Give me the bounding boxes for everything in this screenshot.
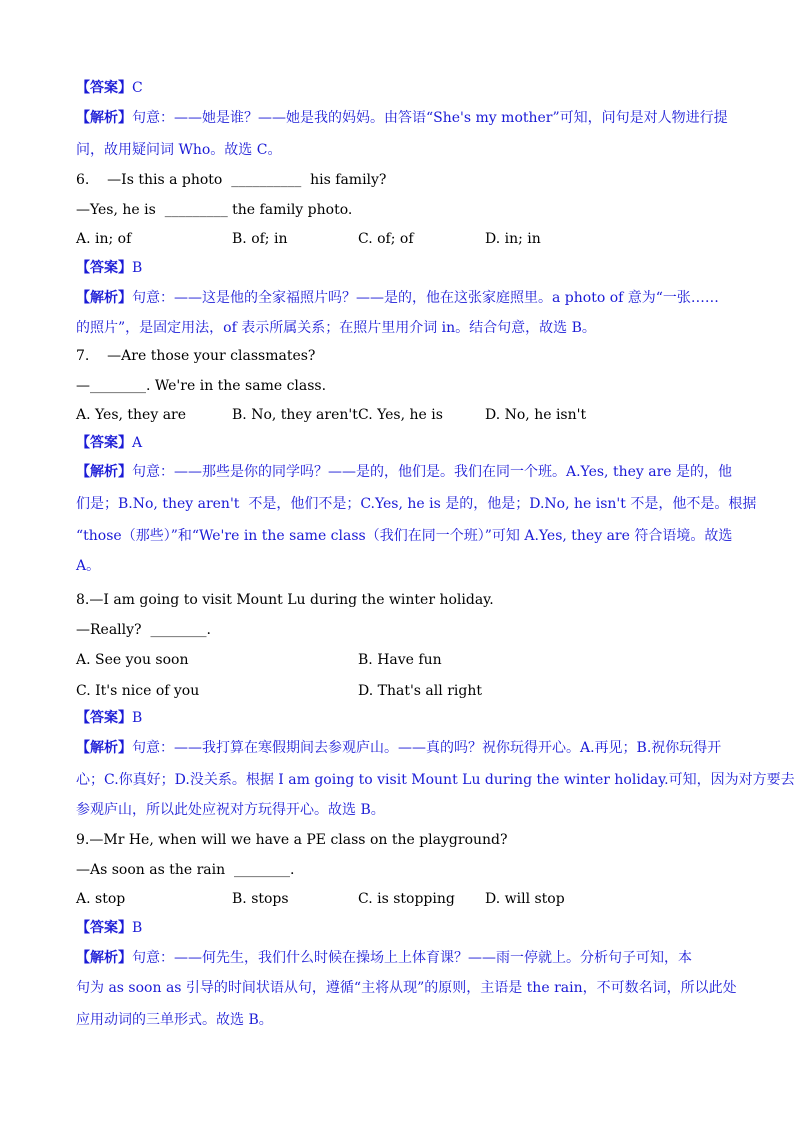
analysis-tag: 【解析】 <box>76 950 132 966</box>
analysis-tag: 【解析】 <box>76 110 132 126</box>
answer-tag: 【答案】 <box>76 435 132 451</box>
analysis-tag: 【解析】 <box>76 290 132 306</box>
answer-tag: 【答案】 <box>76 260 132 276</box>
analysis-text: 心；C.你真好；D.没关系。根据 I am going to visit Mount Lu during the winter holiday.可知，因为对方要去 <box>76 772 795 788</box>
analysis-line <box>76 318 596 338</box>
question-line: —Yes, he is _________ the family photo. <box>76 202 353 218</box>
answer-line <box>76 78 143 98</box>
analysis-text: “those（那些）”和“We're in the same class（我们在同一个班）”可知 A.Yes, they are 符合语境。故选 <box>76 528 733 544</box>
option-item: D. in; in <box>485 231 541 247</box>
answer-line <box>76 708 142 728</box>
option-item: C. Yes, he is <box>358 407 443 423</box>
analysis-line <box>76 108 728 128</box>
option-item: D. will stop <box>485 891 565 907</box>
option-item: A. Yes, they are <box>76 407 187 423</box>
answer-text: B <box>132 920 143 936</box>
analysis-text: 句意：——何先生，我们什么时候在操场上上体育课？——雨一停就上。分析句子可知，本 <box>132 950 692 966</box>
question-line: —________. We're in the same class. <box>76 378 327 394</box>
analysis-line <box>76 800 385 820</box>
answer-line <box>76 433 142 453</box>
analysis-text: A。 <box>76 558 101 574</box>
analysis-line <box>76 462 732 482</box>
analysis-line <box>76 978 737 998</box>
analysis-line <box>76 494 756 514</box>
option-item: A. stop <box>76 891 126 907</box>
option-item: B. stops <box>232 891 289 907</box>
option-item: B. No, they aren't <box>232 407 358 423</box>
question-line: 6. —Is this a photo __________ his family? <box>76 172 387 188</box>
option-item: B. Have fun <box>358 652 442 668</box>
option-item: A. See you soon <box>76 652 189 668</box>
answer-tag: 【答案】 <box>76 710 132 726</box>
question-line: —Really? ________. <box>76 622 211 638</box>
answer-text: A <box>132 435 143 451</box>
answer-tag: 【答案】 <box>76 80 132 96</box>
analysis-line <box>76 948 692 968</box>
analysis-text: 句意：——那些是你的同学吗？——是的，他们是。我们在同一个班。A.Yes, they are 是的，他 <box>132 464 733 480</box>
analysis-line <box>76 288 719 308</box>
analysis-line <box>76 738 721 758</box>
answer-tag: 【答案】 <box>76 920 132 936</box>
option-item: C. of; of <box>358 231 414 247</box>
answer-line <box>76 258 142 278</box>
answer-text: C <box>132 80 143 96</box>
analysis-text: 参观庐山，所以此处应祝对方玩得开心。故选 B。 <box>76 802 385 818</box>
option-item: D. No, he isn't <box>485 407 587 423</box>
option-item: A. in; of <box>76 231 132 247</box>
analysis-line <box>76 770 795 790</box>
analysis-text: 的照片”，是固定用法，of 表示所属关系；在照片里用介词 in。结合句意，故选 B。 <box>76 320 596 336</box>
analysis-tag: 【解析】 <box>76 740 132 756</box>
analysis-text: 句意：——我打算在寒假期间去参观庐山。——真的吗？祝你玩得开心。A.再见；B.祝你玩得开 <box>132 740 722 756</box>
analysis-tag: 【解析】 <box>76 464 132 480</box>
analysis-text: 问，故用疑问词 Who。故选 C。 <box>76 142 282 158</box>
option-item: D. That's all right <box>358 683 482 699</box>
analysis-line <box>76 526 732 546</box>
question-line: —As soon as the rain ________. <box>76 862 295 878</box>
analysis-line <box>76 1010 273 1030</box>
analysis-text: 句为 as soon as 引导的时间状语从句，遵循“主将从现”的原则，主语是 the rain，不可数名词，所以此处 <box>76 980 737 996</box>
option-item: C. is stopping <box>358 891 455 907</box>
option-item: B. of; in <box>232 231 288 247</box>
question-line: 9.—Mr He, when will we have a PE class on the playground? <box>76 832 508 848</box>
analysis-line <box>76 140 281 160</box>
analysis-text: 句意：——这是他的全家福照片吗？——是的，他在这张家庭照里。a photo of 意为“一张…… <box>132 290 719 306</box>
answer-line <box>76 918 142 938</box>
question-line: 8.—I am going to visit Mount Lu during the winter holiday. <box>76 592 494 608</box>
question-line: 7. —Are those your classmates? <box>76 348 316 364</box>
answer-text: B <box>132 710 143 726</box>
answer-text: B <box>132 260 143 276</box>
analysis-line <box>76 556 100 576</box>
option-item: C. It's nice of you <box>76 683 200 699</box>
analysis-text: 句意：——她是谁？——她是我的妈妈。由答语“She's my mother”可知，问句是对人物进行提 <box>132 110 728 126</box>
analysis-text: 们是；B.No, they aren't 不是，他们不是；C.Yes, he is 是的，他是；D.No, he isn't 不是，他不是。根据 <box>76 496 757 512</box>
analysis-text: 应用动词的三单形式。故选 B。 <box>76 1012 273 1028</box>
